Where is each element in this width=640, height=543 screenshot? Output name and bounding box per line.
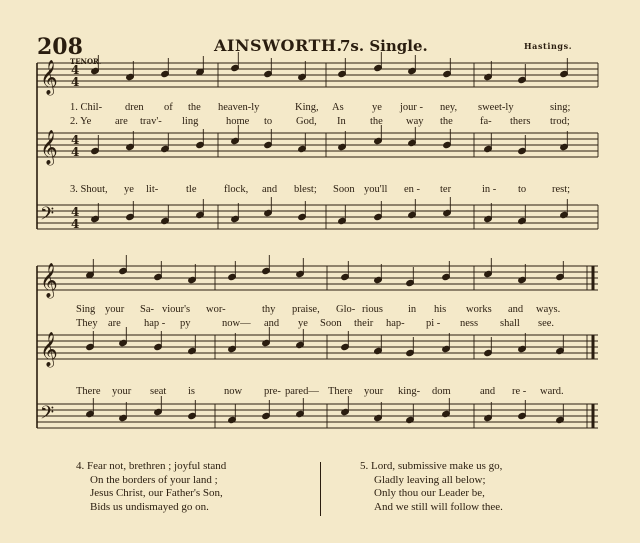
lyric-word: 2. Ye [70, 116, 92, 127]
lyric-word: ye [372, 102, 382, 113]
lyric-word: your [105, 304, 125, 315]
lyric-word: seat [150, 386, 167, 397]
verse-divider [320, 462, 321, 516]
lyric-word: hap- [386, 318, 405, 329]
treble-clef-icon: 𝄞 [40, 263, 58, 298]
treble-clef-icon: 𝄞 [40, 60, 58, 95]
lyric-word: ling [182, 116, 199, 127]
page-number: 208 [37, 34, 83, 60]
composer-name: Hastings. [524, 41, 573, 51]
lyric-word: heaven-ly [218, 102, 260, 113]
lyric-word: the [440, 116, 453, 127]
lyric-word: their [354, 318, 374, 329]
lyric-word: and [262, 184, 278, 195]
lyric-word: pi - [426, 318, 441, 329]
lyric-word: works [466, 304, 492, 315]
lyric-word: dren [125, 102, 144, 113]
time-signature-bottom: 4 [71, 75, 80, 89]
lyric-word: and [508, 304, 524, 315]
lyric-word: sweet-ly [478, 102, 514, 113]
lyric-word: rest; [552, 184, 571, 195]
lyric-word: sing; [550, 102, 571, 113]
lyric-word: In [337, 116, 346, 127]
treble-clef-icon: 𝄞 [40, 130, 58, 165]
lyric-word: ness [460, 318, 479, 329]
lyric-word: 3. Shout, [70, 184, 108, 195]
lyric-word: Sa- [140, 304, 154, 315]
lyric-word: home [226, 116, 250, 127]
verse-line: And we still will follow thee. [374, 500, 503, 513]
lyric-word: Glo- [336, 304, 356, 315]
lyric-word: in [408, 304, 417, 315]
lyric-word: way [406, 116, 424, 127]
lyric-word: you'll [364, 184, 388, 195]
lyric-word: re - [512, 386, 527, 397]
lyric-word: ward. [540, 386, 564, 397]
lyric-word: are [108, 318, 121, 329]
lyric-word: pre- [264, 386, 281, 397]
lyric-word: ways. [536, 304, 561, 315]
lyric-word: rious [362, 304, 383, 315]
lyric-word: As [332, 102, 344, 113]
lyric-word: They [76, 318, 98, 329]
tenor-label: TENOR. [70, 57, 102, 66]
lyric-word: viour's [162, 304, 191, 315]
lyric-word: thy [262, 304, 276, 315]
lyric-word: Soon [333, 184, 355, 195]
lyric-word: ter [440, 184, 452, 195]
lyric-word: py [180, 318, 191, 329]
lyric-word: ney, [440, 102, 458, 113]
lyric-word: to [264, 116, 273, 127]
verse-line: Bids us undismayed go on. [90, 500, 209, 513]
time-signature-top: 4 [71, 63, 80, 77]
lyric-word: wor- [206, 304, 226, 315]
lyric-word: Soon [320, 318, 342, 329]
verse-5 [360, 460, 503, 514]
lyric-word: flock, [224, 184, 249, 195]
lyric-word: thers [510, 116, 531, 127]
lyric-word: your [112, 386, 132, 397]
lyric-word: is [188, 386, 196, 397]
hymn-meter: 7s. Single. [340, 37, 428, 55]
lyric-word: en - [404, 184, 421, 195]
lyric-word: jour - [400, 102, 424, 113]
lyric-word: praise, [292, 304, 320, 315]
lyric-word: to [518, 184, 527, 195]
lyric-word: see. [538, 318, 555, 329]
lyric-word: shall [500, 318, 520, 329]
lyric-word: now— [222, 318, 251, 329]
lyric-word: your [364, 386, 384, 397]
hymn-title: AINSWORTH. [214, 36, 343, 55]
verse-line: Jesus Christ, our Father's Son, [90, 487, 223, 499]
lyric-word: King, [295, 102, 319, 113]
lyric-word: There [76, 386, 101, 397]
verse-line: Gladly leaving all below; [374, 473, 486, 486]
lyric-word: ye [124, 184, 134, 195]
lyric-word: and [480, 386, 496, 397]
lyric-word: God, [296, 116, 317, 127]
time-signature-bottom: 4 [71, 217, 80, 231]
lyric-word: lit- [146, 184, 159, 195]
bass-clef-icon: 𝄢 [40, 204, 55, 229]
time-signature-top: 4 [71, 133, 80, 147]
lyric-word: the [370, 116, 383, 127]
lyric-word: in - [482, 184, 497, 195]
lyric-word: trod; [550, 116, 570, 127]
verse-line: 5. Lord, submissive make us go, [360, 460, 503, 472]
verse-4 [76, 460, 226, 514]
lyric-word: There [328, 386, 353, 397]
lyric-word: Sing [76, 304, 96, 315]
lyric-word: the [188, 102, 201, 113]
verse-line: On the borders of your land ; [90, 473, 218, 486]
lyric-word: of [164, 102, 173, 113]
lyric-word: 1. Chil- [70, 102, 103, 113]
lyric-word: tle [186, 184, 197, 195]
lyric-word: now [224, 386, 243, 397]
lyric-word: trav'- [140, 116, 162, 127]
treble-clef-icon: 𝄞 [40, 332, 58, 367]
lyric-word: dom [432, 386, 451, 397]
verse-line: Only thou our Leader be, [374, 487, 485, 499]
time-signature-top: 4 [71, 205, 80, 219]
lyric-word: fa- [480, 116, 492, 127]
lyric-word: and [264, 318, 280, 329]
lyric-word: are [115, 116, 128, 127]
lyric-word: pared— [285, 386, 319, 397]
lyric-word: blest; [294, 184, 317, 195]
lyric-word: his [434, 304, 447, 315]
verse-line: 4. Fear not, brethren ; joyful stand [76, 460, 227, 472]
lyric-word: ye [298, 318, 308, 329]
lyric-word: hap - [144, 318, 166, 329]
time-signature-bottom: 4 [71, 145, 80, 159]
lyric-word: king- [398, 386, 421, 397]
bass-clef-icon: 𝄢 [40, 403, 55, 428]
